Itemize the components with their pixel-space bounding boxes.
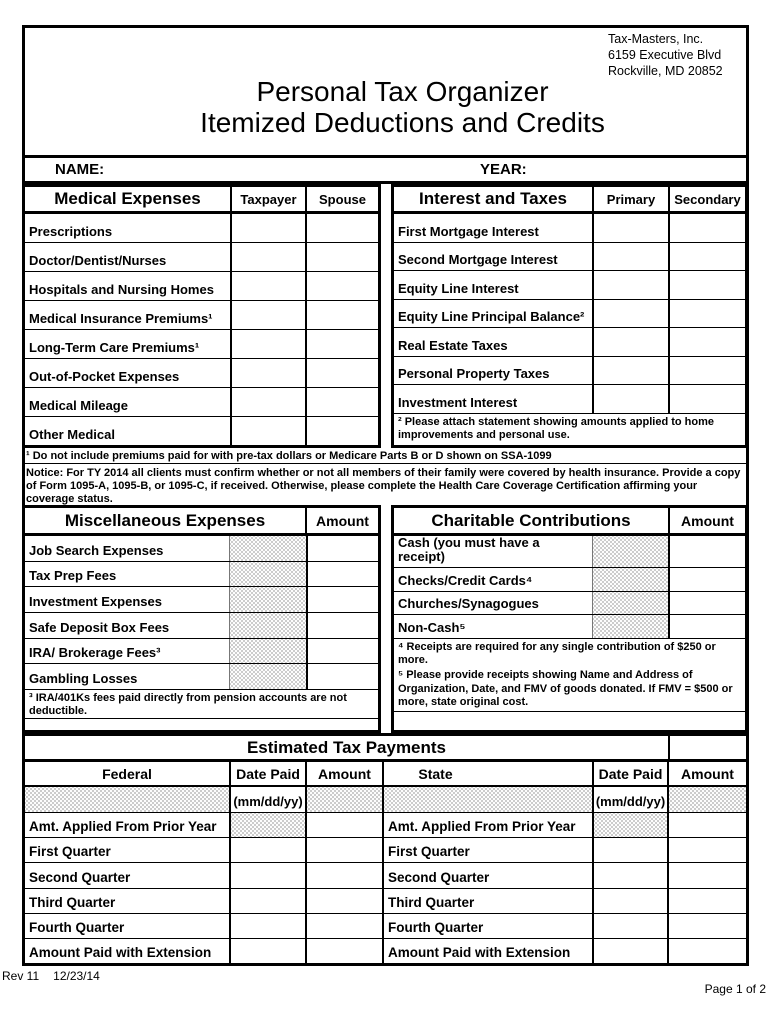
- date-paid-column-header: Date Paid: [592, 762, 667, 785]
- federal-amount-cell[interactable]: [305, 838, 382, 862]
- date-paid-column-header: Date Paid: [229, 762, 305, 785]
- charitable-footnotes: [394, 638, 745, 712]
- misc-amount-header: Amount: [305, 508, 378, 533]
- shaded-cell: [229, 639, 306, 664]
- row-label: Second Quarter: [29, 869, 131, 885]
- table-row: [394, 328, 745, 357]
- table-row: [394, 271, 745, 300]
- federal-date-cell[interactable]: [229, 939, 305, 963]
- year-label: YEAR:: [480, 161, 527, 178]
- state-column-header: State: [382, 762, 592, 785]
- interest-primary-cell[interactable]: [592, 300, 668, 328]
- state-amount-cell[interactable]: [667, 889, 746, 913]
- medical-taxpayer-cell[interactable]: [230, 359, 305, 387]
- shaded-cell: [229, 813, 305, 837]
- medical-spouse-cell[interactable]: [305, 388, 378, 416]
- shaded-cell: [229, 536, 306, 561]
- table-row: [25, 330, 378, 359]
- misc-amount-cell[interactable]: [306, 562, 378, 587]
- shaded-cell: [592, 536, 668, 567]
- table-row: [394, 568, 745, 592]
- footnote-3: ³ IRA/401Ks fees paid directly from pension accounts are not deductible.: [25, 689, 378, 719]
- row-label: Doctor/Dentist/Nurses: [29, 253, 167, 268]
- misc-header-row: [25, 508, 378, 536]
- table-row: [394, 357, 745, 386]
- table-row: [25, 562, 378, 588]
- federal-amount-cell[interactable]: [305, 863, 382, 887]
- table-row: [25, 914, 746, 939]
- taxpayer-column-header: Taxpayer: [230, 187, 305, 211]
- name-year-row: [22, 155, 749, 184]
- medical-spouse-cell[interactable]: [305, 359, 378, 387]
- name-label: NAME:: [55, 161, 105, 178]
- row-label: Gambling Losses: [29, 671, 138, 687]
- state-date-cell[interactable]: [592, 889, 667, 913]
- federal-column-header: Federal: [102, 765, 152, 782]
- interest-secondary-cell[interactable]: [668, 271, 745, 299]
- shaded-cell: [382, 787, 592, 812]
- company-name: Tax-Masters, Inc.: [608, 32, 704, 46]
- row-label: Fourth Quarter: [29, 919, 125, 935]
- interest-header-row: [394, 187, 745, 214]
- empty-row: [25, 719, 378, 730]
- row-label: IRA/ Brokerage Fees³: [29, 645, 161, 661]
- row-label: Amount Paid with Extension: [382, 939, 592, 963]
- row-label: Tax Prep Fees: [29, 568, 117, 584]
- revision-number: Rev 11: [2, 969, 40, 983]
- charitable-header-row: [394, 508, 745, 536]
- interest-primary-cell[interactable]: [592, 328, 668, 356]
- date-format-row: [25, 787, 746, 813]
- interest-secondary-cell[interactable]: [668, 243, 745, 271]
- shaded-cell: [25, 787, 229, 812]
- misc-title: Miscellaneous Expenses: [64, 510, 266, 530]
- interest-taxes-table: [391, 184, 748, 448]
- misc-amount-cell[interactable]: [306, 587, 378, 612]
- row-label: Cash (you must have a receipt): [398, 535, 540, 564]
- state-date-cell[interactable]: [592, 914, 667, 938]
- row-label: Churches/Synagogues: [398, 596, 539, 612]
- row-label: Prescriptions: [29, 224, 113, 239]
- row-label: Equity Line Interest: [398, 280, 519, 296]
- row-label: Personal Property Taxes: [398, 366, 550, 382]
- shaded-cell: [592, 592, 668, 615]
- shaded-cell: [229, 664, 306, 689]
- date-format-hint: (mm/dd/yy): [229, 787, 305, 812]
- estimated-title: Estimated Tax Payments: [246, 737, 447, 757]
- empty-row: [394, 712, 745, 730]
- row-label: Fourth Quarter: [382, 914, 592, 938]
- table-row: [394, 300, 745, 329]
- row-label: Medical Insurance Premiums¹: [29, 311, 213, 326]
- secondary-column-header: Secondary: [668, 187, 745, 211]
- medical-spouse-cell[interactable]: [305, 330, 378, 358]
- federal-date-cell[interactable]: [229, 889, 305, 913]
- state-amount-cell[interactable]: [667, 838, 746, 862]
- footnote-1: ¹ Do not include premiums paid for with pre-tax dollars or Medicare Parts B or D shown on SSA-1099: [22, 448, 749, 464]
- medical-taxpayer-cell[interactable]: [230, 388, 305, 416]
- charitable-amount-cell[interactable]: [668, 592, 745, 615]
- charitable-contributions-table: [391, 505, 748, 733]
- row-label: Job Search Expenses: [29, 542, 164, 558]
- table-row: [25, 417, 378, 445]
- table-row: [25, 272, 378, 301]
- table-row: [25, 889, 746, 914]
- table-row: [25, 214, 378, 243]
- table-row: [25, 664, 378, 689]
- charitable-amount-header: Amount: [668, 508, 745, 533]
- row-label: Amt. Applied From Prior Year: [29, 819, 217, 835]
- form-title: [22, 76, 749, 138]
- revision-stamp: [2, 969, 114, 983]
- federal-amount-cell[interactable]: [305, 914, 382, 938]
- misc-amount-cell[interactable]: [306, 664, 378, 689]
- shaded-cell: [592, 568, 668, 591]
- amount-column-header: Amount: [305, 762, 382, 785]
- name-field[interactable]: [104, 158, 749, 181]
- row-label: Third Quarter: [29, 894, 116, 910]
- page-number: Page 1 of 2: [704, 982, 766, 996]
- misc-amount-cell[interactable]: [306, 613, 378, 638]
- footnote-5: ⁵ Please provide receipts showing Name and Address of Organization, Date, and FMV of goods donated. If FMV = $500 or more, state original cost.: [398, 669, 733, 708]
- table-row: [25, 301, 378, 330]
- table-row: [394, 243, 745, 272]
- interest-secondary-cell[interactable]: [668, 328, 745, 356]
- medical-header-row: [25, 187, 378, 214]
- medical-expenses-table: [22, 184, 381, 448]
- interest-primary-cell[interactable]: [592, 385, 668, 413]
- table-row: [25, 243, 378, 272]
- interest-secondary-cell[interactable]: [668, 214, 745, 242]
- table-row: [25, 639, 378, 665]
- row-label: Investment Interest: [398, 395, 518, 411]
- interest-primary-cell[interactable]: [592, 214, 668, 242]
- interest-title: Interest and Taxes: [418, 189, 568, 208]
- row-label: Hospitals and Nursing Homes: [29, 282, 214, 297]
- row-label: Equity Line Principal Balance²: [398, 309, 585, 325]
- table-row: [25, 613, 378, 639]
- row-label: Out-of-Pocket Expenses: [29, 369, 180, 384]
- misc-amount-cell[interactable]: [306, 536, 378, 561]
- table-row: [25, 359, 378, 388]
- medical-taxpayer-cell[interactable]: [230, 301, 305, 329]
- shaded-cell: [667, 787, 746, 812]
- interest-secondary-cell[interactable]: [668, 385, 745, 413]
- row-label: Second Mortgage Interest: [398, 252, 558, 268]
- medical-spouse-cell[interactable]: [305, 214, 378, 242]
- company-address: [608, 31, 748, 79]
- table-row: [394, 536, 745, 568]
- shaded-cell: [592, 615, 668, 638]
- medical-taxpayer-cell[interactable]: [230, 330, 305, 358]
- shaded-cell: [305, 787, 382, 812]
- row-label: Second Quarter: [382, 863, 592, 887]
- state-date-cell[interactable]: [592, 863, 667, 887]
- row-label: First Quarter: [382, 838, 592, 862]
- company-city: Rockville, MD 20852: [608, 64, 723, 78]
- footnote-2: ² Please attach statement showing amounts applied to home improvements and personal use.: [394, 413, 745, 445]
- interest-primary-cell[interactable]: [592, 271, 668, 299]
- misc-amount-cell[interactable]: [306, 639, 378, 664]
- medical-spouse-cell[interactable]: [305, 301, 378, 329]
- row-label: Non-Cash⁵: [398, 620, 466, 636]
- spouse-column-header: Spouse: [305, 187, 378, 211]
- federal-amount-cell[interactable]: [305, 813, 382, 837]
- federal-date-cell[interactable]: [229, 838, 305, 862]
- amount-column-header: Amount: [667, 762, 746, 785]
- shaded-cell: [229, 587, 306, 612]
- table-row: [25, 813, 746, 838]
- table-row: [25, 863, 746, 888]
- shaded-cell: [229, 562, 306, 587]
- table-row: [394, 615, 745, 638]
- form-title-line2: Itemized Deductions and Credits: [200, 107, 605, 138]
- interest-secondary-cell[interactable]: [668, 300, 745, 328]
- row-label: Medical Mileage: [29, 398, 128, 413]
- medical-spouse-cell[interactable]: [305, 417, 378, 445]
- state-date-cell[interactable]: [592, 939, 667, 963]
- medical-spouse-cell[interactable]: [305, 243, 378, 271]
- shaded-cell: [229, 613, 306, 638]
- estimated-tax-payments-table: [22, 733, 749, 966]
- row-label: Long-Term Care Premiums¹: [29, 340, 200, 355]
- state-amount-cell[interactable]: [667, 914, 746, 938]
- empty-cell: [668, 736, 746, 759]
- charitable-title: Charitable Contributions: [431, 510, 631, 530]
- company-street: 6159 Executive Blvd: [608, 48, 722, 62]
- row-label: Third Quarter: [382, 889, 592, 913]
- estimated-title-row: [25, 736, 746, 762]
- row-label: Amount Paid with Extension: [29, 945, 212, 961]
- charitable-amount-cell[interactable]: [668, 568, 745, 591]
- row-label: First Mortgage Interest: [398, 223, 539, 239]
- row-label: Amt. Applied From Prior Year: [382, 813, 592, 837]
- medical-taxpayer-cell[interactable]: [230, 272, 305, 300]
- medical-taxpayer-cell[interactable]: [230, 214, 305, 242]
- form-title-line1: Personal Tax Organizer: [256, 76, 549, 107]
- federal-date-cell[interactable]: [229, 863, 305, 887]
- medical-taxpayer-cell[interactable]: [230, 243, 305, 271]
- row-label: Real Estate Taxes: [398, 337, 508, 353]
- federal-amount-cell[interactable]: [305, 939, 382, 963]
- interest-primary-cell[interactable]: [592, 243, 668, 271]
- interest-secondary-cell[interactable]: [668, 357, 745, 385]
- medical-title: Medical Expenses: [54, 189, 201, 208]
- row-label: First Quarter: [29, 844, 111, 860]
- medical-taxpayer-cell[interactable]: [230, 417, 305, 445]
- charitable-amount-cell[interactable]: [668, 615, 745, 638]
- health-coverage-notice: Notice: For TY 2014 all clients must confirm whether or not all members of their family were covered by health insurance. Provide a copy of Form 1095-A, 1095-B, or 1095-C, if received. Otherwise, please complete the Health Care Coverage Certification affirming your coverage status.: [26, 467, 741, 506]
- table-row: [25, 838, 746, 863]
- state-amount-cell[interactable]: [667, 813, 746, 837]
- date-format-hint: (mm/dd/yy): [592, 787, 667, 812]
- estimated-column-header-row: [25, 762, 746, 787]
- revision-date: 12/23/14: [53, 969, 100, 983]
- row-label: Other Medical: [29, 427, 115, 442]
- primary-column-header: Primary: [592, 187, 668, 211]
- table-row: [25, 939, 746, 963]
- table-row: [25, 587, 378, 613]
- miscellaneous-expenses-table: [22, 505, 381, 733]
- state-amount-cell[interactable]: [667, 863, 746, 887]
- interest-primary-cell[interactable]: [592, 357, 668, 385]
- federal-amount-cell[interactable]: [305, 889, 382, 913]
- state-date-cell[interactable]: [592, 838, 667, 862]
- footnote-4: ⁴ Receipts are required for any single contribution of $250 or more.: [398, 641, 716, 667]
- shaded-cell: [592, 813, 667, 837]
- table-row: [394, 592, 745, 616]
- row-label: Checks/Credit Cards⁴: [398, 572, 533, 588]
- federal-date-cell[interactable]: [229, 914, 305, 938]
- table-row: [394, 385, 745, 413]
- row-label: Investment Expenses: [29, 594, 162, 610]
- state-amount-cell[interactable]: [667, 939, 746, 963]
- table-row: [25, 536, 378, 562]
- charitable-amount-cell[interactable]: [668, 536, 745, 567]
- medical-spouse-cell[interactable]: [305, 272, 378, 300]
- table-row: [25, 388, 378, 417]
- row-label: Safe Deposit Box Fees: [29, 619, 170, 635]
- table-row: [394, 214, 745, 243]
